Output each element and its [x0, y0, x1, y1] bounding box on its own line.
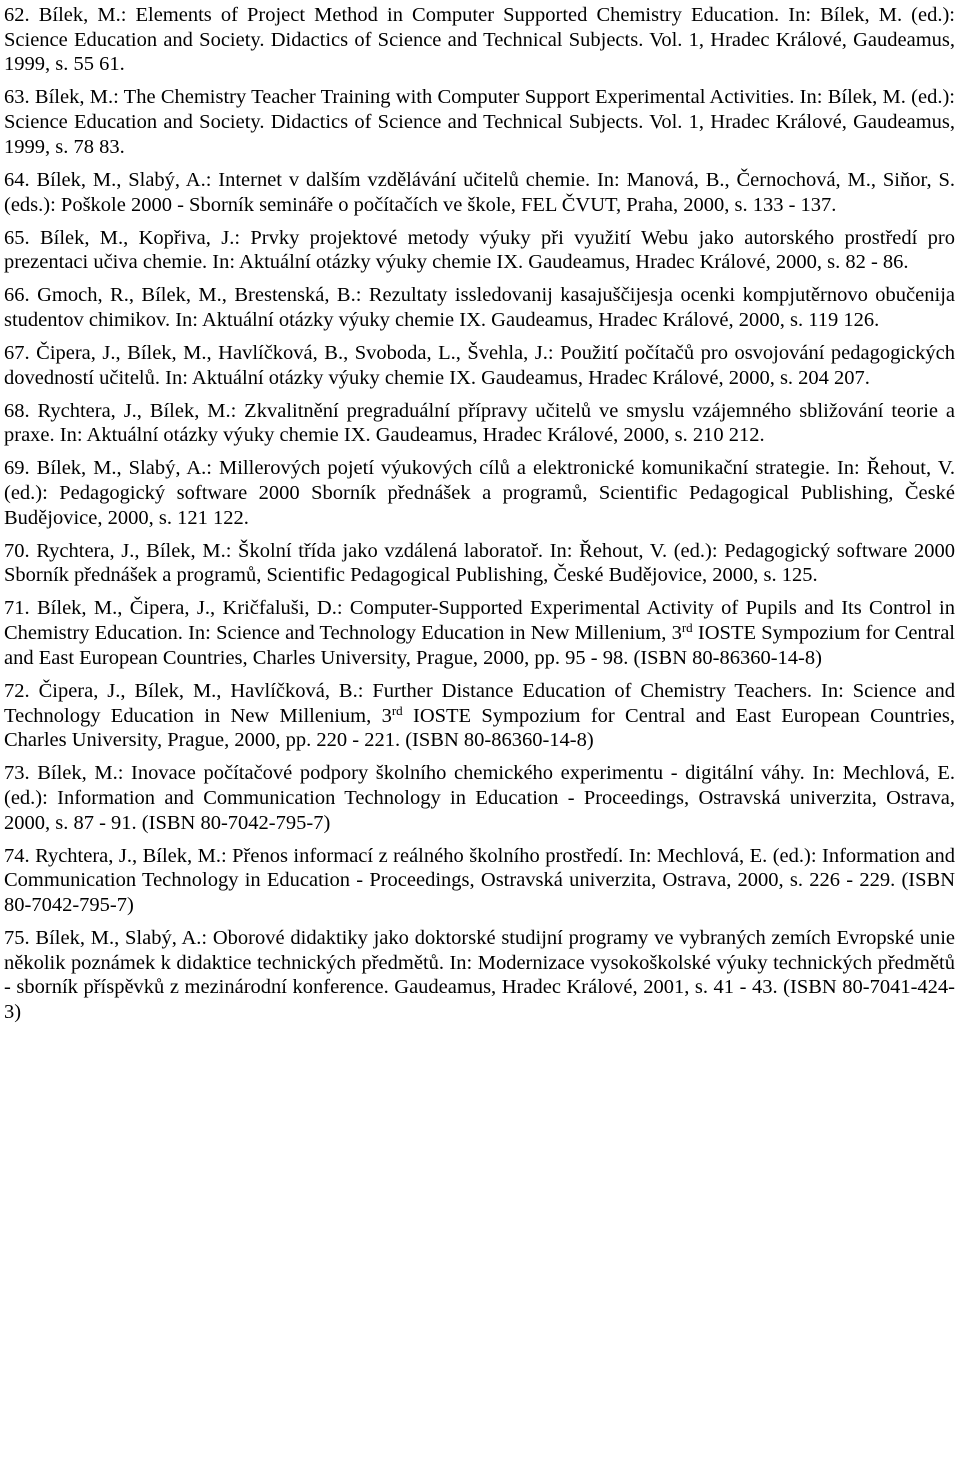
- reference-number: 70.: [4, 539, 30, 562]
- reference-text: Čipera, J., Bílek, M., Havlíčková, B., Svoboda, L., Švehla, J.: Použití počítačů pro osvojování pedagogických dovedností učitelů. In: Aktuální otázky výuky chemie IX. Gaudeamus, Hradec Králové, 2000, s. 204 207.: [4, 341, 956, 389]
- ordinal-superscript: rd: [391, 702, 403, 718]
- reference-number: 65.: [4, 226, 30, 249]
- reference-text-end: IOSTE Sympozium for Central and East European Countries, Charles University, Prague, 2000, pp. 95 - 98. (ISBN 80-86360-14-8): [4, 622, 955, 669]
- reference-number: 63.: [4, 86, 30, 109]
- reference-entry-65: [4, 226, 955, 275]
- reference-number: 67.: [4, 341, 30, 364]
- reference-text-end: IOSTE Sympozium for Central and East European Countries, Charles University, Prague, 2000, pp. 220 - 221. (ISBN 80-86360-14-8): [4, 704, 955, 752]
- reference-entry-62: [4, 3, 955, 77]
- reference-text: Bílek, M., Slabý, A.: Millerových pojetí výukových cílů a elektronické komunikační strategie. In: Řehout, V. (ed.): Pedagogický software 2000 Sborník přednášek a programů, Scientific Pedagogical Publishing, České Budějovice, 2000, s. 121 122.: [4, 457, 956, 529]
- reference-entry-68: [4, 399, 955, 448]
- reference-entry-66: [4, 283, 955, 332]
- reference-number: 68.: [4, 399, 30, 422]
- reference-number: 62.: [4, 4, 30, 26]
- reference-entry-69: [4, 456, 955, 530]
- reference-text-start: Čipera, J., Bílek, M., Havlíčková, B.: Further Distance Education of Chemistry Teachers. In: Science and Technology Education in New Millenium, 3: [4, 679, 956, 727]
- ordinal-superscript: rd: [681, 620, 693, 635]
- reference-entry-73: [4, 761, 955, 835]
- reference-text: Bílek, M.: Inovace počítačové podpory školního chemického experimentu - digitální váhy. In: Mechlová, E. (ed.): Information and Communication Technology in Education - Proceedings, Ostravská univerzita, Ostrava, 2000, s. 87 - 91. (ISBN 80-7042-795-7): [4, 762, 956, 834]
- reference-text: Bílek, M., Kopřiva, J.: Prvky projektové metody výuky při využití Webu jako autorského prostředí pro prezentaci učiva chemie. In: Aktuální otázky výuky chemie IX. Gaudeamus, Hradec Králové, 2000, s. 82 - 86.: [4, 226, 955, 274]
- reference-number: 74.: [4, 844, 30, 867]
- reference-text: Rychtera, J., Bílek, M.: Zkvalitnění pregraduální přípravy učitelů ve smyslu vzájemného sbližování teorie a praxe. In: Aktuální otázky výuky chemie IX. Gaudeamus, Hradec Králové, 2000, s. 210 212.: [4, 399, 955, 447]
- reference-number: 64.: [4, 168, 30, 191]
- reference-text: Bílek, M.: The Chemistry Teacher Training with Computer Support Experimental Activities. In: Bílek, M. (ed.): Science Education and Society. Didactics of Science and Technical Subjects. Vol. 1, Hradec Králové, Gaudeamus, 1999, s. 78 83.: [4, 86, 955, 158]
- reference-entry-63: [4, 85, 955, 159]
- reference-number: 69.: [4, 457, 30, 480]
- reference-number: 75.: [4, 927, 30, 950]
- reference-number: 72.: [4, 679, 30, 702]
- reference-entry-64: [4, 168, 955, 217]
- reference-text: Rychtera, J., Bílek, M.: Přenos informací z reálného školního prostředí. In: Mechlová, E. (ed.): Information and Communication Technology in Education - Proceedings, Ostravská univerzita, Ostrava, 2000, s. 226 - 229. (ISBN 80-7042-795-7): [4, 844, 955, 917]
- reference-number: 66.: [4, 284, 30, 307]
- reference-text: Rychtera, J., Bílek, M.: Školní třída jako vzdálená laboratoř. In: Řehout, V. (ed.): Pedagogický software 2000 Sborník přednášek a programů, Scientific Pedagogical Publishing, České Budějovice, 2000, s. 125.: [4, 539, 955, 587]
- reference-text-start: Bílek, M., Čipera, J., Kričfaluši, D.: Computer-Supported Experimental Activity of Pupils and Its Control in Chemistry Education. In: Science and Technology Education in New Millenium, 3: [4, 597, 956, 645]
- reference-entry-72: [4, 679, 955, 753]
- reference-text: Bílek, M., Slabý, A.: Oborové didaktiky jako doktorské studijní programy ve vybraných zemích Evropské unie několik poznámek k didaktice technických předmětů. In: Modernizace vysokoškolské výuky technických předmětů - sborník příspěvků z mezinárodní konference. Gaudeamus, Hradec Králové, 2001, s. 41 - 43. (ISBN 80-7041-424-3): [4, 927, 956, 1024]
- reference-text: Bílek, M., Slabý, A.: Internet v dalším vzdělávání učitelů chemie. In: Manová, B., Černochová, M., Siňor, S. (eds.): Poškole 2000 - Sborník semináře o počítačích ve škole, FEL ČVUT, Praha, 2000, s. 133 - 137.: [4, 168, 955, 216]
- reference-number: 73.: [4, 762, 30, 785]
- reference-text: Gmoch, R., Bílek, M., Brestenská, B.: Rezultaty issledovanij kasajuščijesja ocenki kompjutěrnovo obučenija studentov chimikov. In: Aktuální otázky výuky chemie IX. Gaudeamus, Hradec Králové, 2000, s. 119 126.: [4, 284, 955, 331]
- reference-number: 71.: [4, 597, 30, 620]
- reference-entry-71: [4, 596, 955, 670]
- reference-entry-74: [4, 844, 955, 918]
- reference-list: [4, 3, 955, 1025]
- reference-entry-67: [4, 341, 955, 390]
- reference-entry-70: [4, 539, 955, 588]
- reference-entry-75: [4, 926, 955, 1025]
- reference-text: Bílek, M.: Elements of Project Method in Computer Supported Chemistry Education. In: Bílek, M. (ed.): Science Education and Society. Didactics of Science and Technical Subjects. Vol. 1, Hradec Králové, Gaudeamus, 1999, s. 55 61.: [4, 4, 956, 76]
